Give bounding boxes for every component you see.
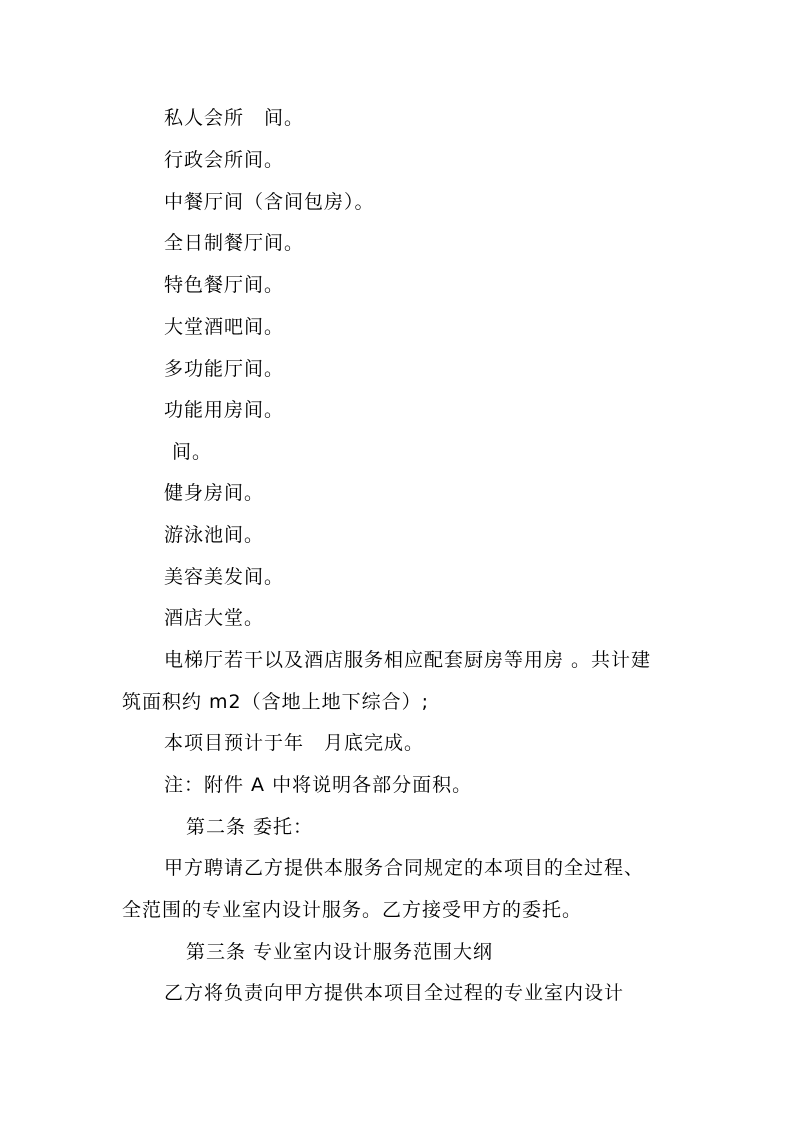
article-two-heading: 第二条 委托： — [186, 816, 314, 838]
item-hotel-lobby: 酒店大堂。 — [164, 607, 265, 629]
item-executive-club: 行政会所间。 — [164, 149, 285, 171]
paragraph-engagement-2: 全范围的专业室内设计服务。乙方接受甲方的委托。 — [122, 899, 583, 921]
item-chinese-restaurant: 中餐厅间（含间包房）。 — [164, 191, 375, 213]
paragraph-scope-start: 乙方将负责向甲方提供本项目全过程的专业室内设计 — [164, 982, 625, 1004]
item-specialty-restaurant: 特色餐厅间。 — [164, 274, 285, 296]
paragraph-floor-area: 筑面积约 m2（含地上地下综合）; — [122, 691, 430, 713]
item-multifunction-hall: 多功能厅间。 — [164, 358, 285, 380]
item-gym: 健身房间。 — [164, 482, 265, 504]
article-three-heading: 第三条 专业室内设计服务范围大纲 — [186, 941, 494, 963]
paragraph-appendix-note: 注：附件 A 中将说明各部分面积。 — [164, 774, 473, 796]
paragraph-elevator-hall: 电梯厅若干以及酒店服务相应配套厨房等用房 。共计建 — [164, 649, 652, 671]
item-private-club: 私人会所 间。 — [164, 107, 305, 129]
item-all-day-dining: 全日制餐厅间。 — [164, 232, 305, 254]
item-blank-room: 间。 — [172, 441, 213, 463]
item-swimming-pool: 游泳池间。 — [164, 524, 265, 546]
item-lobby-bar: 大堂酒吧间。 — [164, 316, 285, 338]
paragraph-completion-date: 本项目预计于年 月底完成。 — [164, 732, 425, 754]
item-beauty-salon: 美容美发间。 — [164, 566, 285, 588]
item-function-rooms: 功能用房间。 — [164, 399, 285, 421]
paragraph-engagement-1: 甲方聘请乙方提供本服务合同规定的本项目的全过程、 — [164, 857, 645, 879]
